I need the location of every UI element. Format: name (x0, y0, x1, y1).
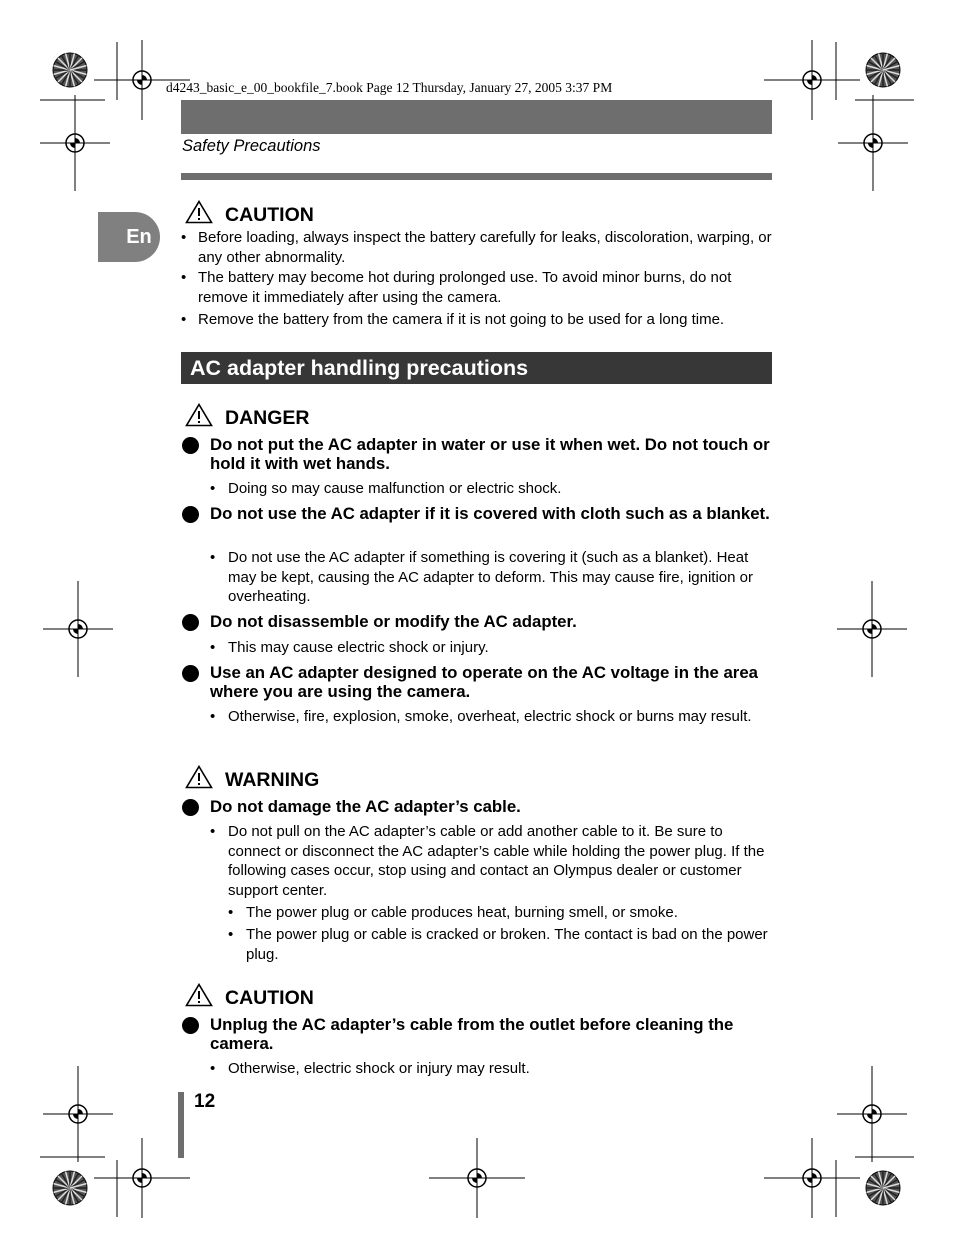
section-title: AC adapter handling precautions (181, 352, 772, 384)
running-head: Safety Precautions (182, 137, 321, 155)
list-item: • Do not pull on the AC adapter’s cable or add another cable to it. Be sure to connect or disconnect the AC adapter’s cable while holding the power plug. If the following cases occur, stop using and contact an Olympus dealer or customer support center. (210, 823, 765, 899)
color-target-icon (53, 53, 87, 87)
warning-triangle-icon (185, 403, 213, 427)
list-item: • Before loading, always inspect the battery carefully for leaks, discoloration, warping, or any other abnormality. (181, 229, 772, 266)
warning-triangle-icon (185, 200, 213, 224)
registration-mark-icon (40, 95, 110, 191)
danger-point: Use an AC adapter designed to operate on the AC voltage in the area where you are using the camera. (210, 664, 776, 701)
warning-point: Do not damage the AC adapter’s cable. (210, 798, 776, 817)
registration-mark-icon (764, 40, 860, 120)
color-target-icon (53, 1171, 87, 1205)
registration-mark-icon (837, 1066, 907, 1162)
print-info: d4243_basic_e_00_bookfile_7.book Page 12 Thursday, January 27, 2005 3:37 PM (166, 80, 613, 95)
filled-circle-icon (182, 799, 199, 816)
danger-heading-label: DANGER (225, 407, 310, 429)
language-tab (98, 212, 160, 262)
caution-heading-label: CAUTION (225, 987, 314, 1009)
registration-mark-icon (837, 581, 907, 677)
list-item: • Otherwise, fire, explosion, smoke, overheat, electric shock or burns may result. (210, 708, 752, 725)
filled-circle-icon (182, 506, 199, 523)
registration-mark-icon (764, 1138, 860, 1218)
danger-point: Do not disassemble or modify the AC adapter. (210, 613, 776, 632)
filled-circle-icon (182, 614, 199, 631)
caution-point: Unplug the AC adapter’s cable from the outlet before cleaning the camera. (210, 1016, 776, 1053)
page-number-bar (178, 1092, 184, 1158)
warning-triangle-icon (185, 983, 213, 1007)
color-target-icon (866, 1171, 900, 1205)
caution-heading-bottom (185, 979, 314, 1010)
registration-mark-icon (43, 1066, 113, 1162)
registration-mark-icon (43, 581, 113, 677)
list-item: • This may cause electric shock or injury. (210, 639, 489, 656)
caution-heading-label: CAUTION (225, 204, 314, 226)
warning-heading (185, 761, 319, 792)
registration-mark-icon (429, 1138, 525, 1218)
header-bar (181, 100, 772, 134)
danger-point: Do not put the AC adapter in water or use it when wet. Do not touch or hold it with wet hands. (210, 436, 776, 473)
registration-mark-icon (94, 1138, 190, 1218)
list-item: • The power plug or cable is cracked or broken. The contact is bad on the power plug. (228, 926, 768, 963)
list-item: • The battery may become hot during prolonged use. To avoid minor burns, do not remove it immediately after using the camera. (181, 269, 732, 306)
list-item: • Remove the battery from the camera if it is not going to be used for a long time. (181, 311, 725, 328)
caution-heading-top (185, 196, 314, 227)
color-target-icon (866, 53, 900, 87)
warning-heading-label: WARNING (225, 769, 320, 791)
header-rule (181, 173, 772, 180)
filled-circle-icon (182, 665, 199, 682)
page-number: 12 (194, 1091, 216, 1112)
filled-circle-icon (182, 1017, 199, 1034)
language-tab-label: En (126, 225, 152, 248)
filled-circle-icon (182, 437, 199, 454)
list-item: • The power plug or cable produces heat, burning smell, or smoke. (228, 904, 678, 921)
list-item: • Doing so may cause malfunction or electric shock. (210, 480, 562, 497)
danger-heading (185, 399, 310, 430)
danger-point: Do not use the AC adapter if it is covered with cloth such as a blanket. (210, 505, 776, 524)
list-item: • Do not use the AC adapter if something is covering it (such as a blanket). Heat may be kept, causing the AC adapter to deform. This may cause fire, ignition or overheating. (210, 549, 753, 605)
registration-mark-icon (838, 95, 908, 191)
list-item: • Otherwise, electric shock or injury may result. (210, 1060, 530, 1077)
warning-triangle-icon (185, 765, 213, 789)
